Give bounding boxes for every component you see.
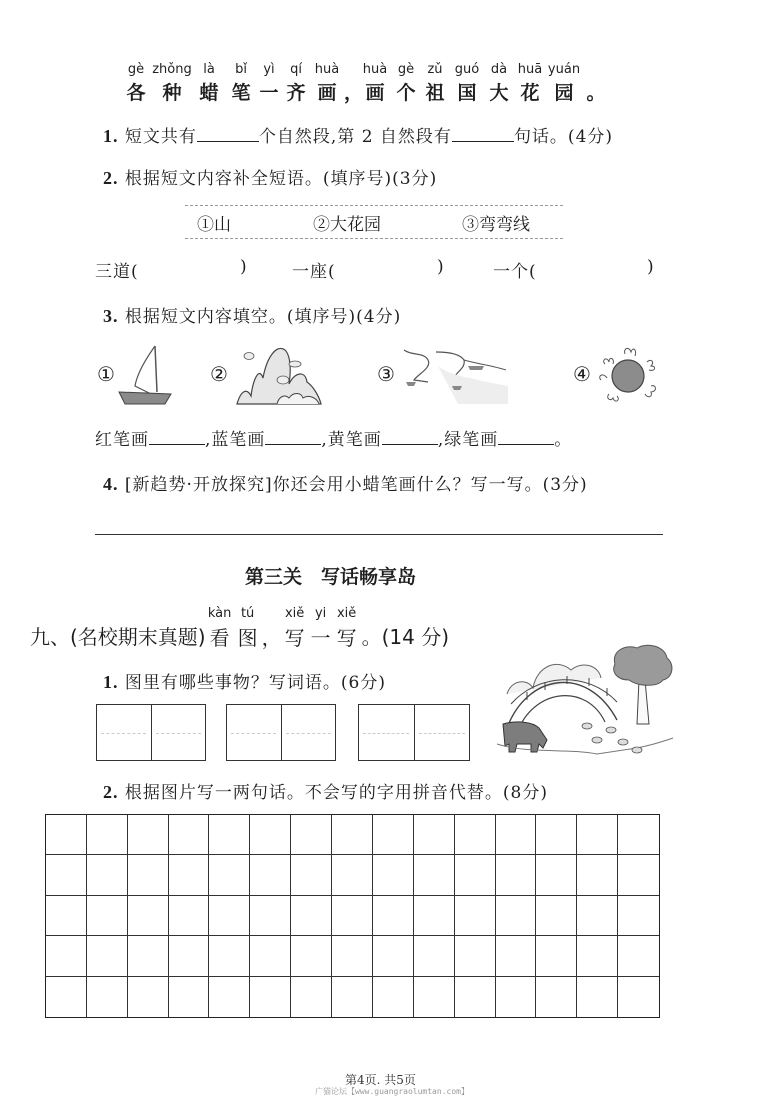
pinyin-hanzi-pair <box>206 606 234 651</box>
color-fill-line <box>95 425 572 450</box>
word-box-3[interactable] <box>358 704 470 761</box>
grid-cell[interactable] <box>291 977 332 1017</box>
word-bank <box>185 205 563 239</box>
grid-cell[interactable] <box>455 896 496 936</box>
grid-cell[interactable] <box>414 896 455 936</box>
pinyin-hanzi-pair <box>420 62 450 105</box>
question-suffix: 。(14 分) <box>361 625 450 649</box>
grid-cell[interactable] <box>496 896 537 936</box>
page-number: 第4页. 共5页 <box>345 1073 416 1087</box>
grid-cell[interactable] <box>455 936 496 976</box>
question-text: 句话。(4分) <box>513 127 614 147</box>
grid-cell[interactable] <box>128 855 169 895</box>
grid-cell[interactable] <box>209 896 250 936</box>
picture-marker: ① <box>97 362 116 386</box>
grid-cell[interactable] <box>87 896 128 936</box>
hanzi: 一 <box>310 626 331 650</box>
pinyin: xiě <box>336 606 357 621</box>
hanzi: 国 <box>457 82 477 104</box>
grid-cell[interactable] <box>577 936 618 976</box>
pinyin: yì <box>263 62 275 77</box>
pinyin: gè <box>397 62 415 77</box>
writing-grid[interactable] <box>45 814 660 1018</box>
grid-cell[interactable] <box>618 936 659 976</box>
pinyin: zhǒng <box>152 62 192 77</box>
grid-cell[interactable] <box>46 936 87 976</box>
pinyin: huà <box>314 62 340 77</box>
answer-line[interactable] <box>95 533 663 535</box>
grid-cell[interactable] <box>618 855 659 895</box>
grid-cell[interactable] <box>291 855 332 895</box>
answer-blank[interactable] <box>382 426 438 445</box>
grid-cell[interactable] <box>577 977 618 1017</box>
hanzi: 花 <box>520 82 540 104</box>
answer-slot[interactable] <box>347 257 432 279</box>
pinyin-hanzi-pair <box>226 62 256 105</box>
fill-label: ,蓝笔画 <box>205 430 266 450</box>
bridge-scene-icon <box>487 644 677 764</box>
pinyin-hanzi-pair <box>192 62 226 105</box>
sailboat-icon <box>115 342 175 408</box>
hanzi: 写 <box>336 626 357 650</box>
picture-row <box>95 340 675 412</box>
grid-cell[interactable] <box>250 977 291 1017</box>
grid-cell[interactable] <box>209 815 250 855</box>
pinyin: xiě <box>284 606 305 621</box>
word-bank-item: ②大花园 <box>313 214 381 235</box>
pinyin-hanzi-pair <box>282 62 310 105</box>
grid-cell[interactable] <box>209 977 250 1017</box>
pinyin-hanzi-pair <box>256 62 282 105</box>
grid-cell[interactable] <box>373 936 414 976</box>
question-text: 根据短文内容补全短语。(填序号)(3分) <box>124 169 438 189</box>
grid-cell[interactable] <box>128 896 169 936</box>
mountains-icon <box>233 342 323 408</box>
pinyin-hanzi-pair <box>120 62 152 105</box>
grid-cell[interactable] <box>209 855 250 895</box>
pinyin: là <box>203 62 215 77</box>
question-number: 1. <box>103 126 119 146</box>
grid-cell[interactable] <box>291 815 332 855</box>
hanzi: 看 <box>209 626 230 650</box>
grid-cell[interactable] <box>332 815 373 855</box>
grid-cell[interactable] <box>496 855 537 895</box>
question-text: 个自然段,第 2 自然段有 <box>258 127 452 147</box>
hanzi: 各 <box>126 82 146 104</box>
picture-marker: ③ <box>377 362 396 386</box>
question-2 <box>103 164 437 189</box>
river-icon <box>398 346 513 406</box>
grid-cell[interactable] <box>87 936 128 976</box>
hanzi: 祖 <box>425 82 445 104</box>
pinyin-hanzi-pair <box>332 606 362 651</box>
grid-cell[interactable] <box>618 977 659 1017</box>
grid-cell[interactable] <box>536 896 577 936</box>
question-text: 短文共有 <box>124 127 197 147</box>
grid-cell[interactable] <box>250 815 291 855</box>
hanzi: 园 <box>554 82 574 104</box>
pinyin: bǐ <box>235 62 247 77</box>
fill-label: 。 <box>554 430 573 450</box>
grid-cell[interactable] <box>577 896 618 936</box>
hanzi: 蜡 <box>199 82 219 104</box>
question-prefix: 九、(名校期末真题) <box>30 625 206 649</box>
pinyin <box>582 62 610 78</box>
question-9-2 <box>103 778 548 803</box>
answer-blank[interactable] <box>149 426 205 445</box>
question-3 <box>103 302 401 327</box>
grid-cell[interactable] <box>87 977 128 1017</box>
pinyin-hanzi-pair <box>262 606 280 651</box>
question-9-heading <box>30 606 449 651</box>
grid-cell[interactable] <box>455 977 496 1017</box>
poem-line <box>120 62 610 105</box>
phrase-label: 一座( <box>292 262 336 282</box>
fill-label: ,黄笔画 <box>321 430 382 450</box>
grid-cell[interactable] <box>169 977 210 1017</box>
grid-cell[interactable] <box>455 855 496 895</box>
hanzi: 种 <box>162 82 182 104</box>
grid-cell[interactable] <box>414 936 455 976</box>
picture-marker: ② <box>210 362 229 386</box>
question-text: [新趋势·开放探究]你还会用小蜡笔画什么？写一写。(3分) <box>124 475 588 495</box>
grid-cell[interactable] <box>250 896 291 936</box>
phrase-label: 三道( <box>95 262 139 282</box>
pinyin: gè <box>127 62 145 77</box>
pinyin: zǔ <box>427 62 443 77</box>
grid-cell[interactable] <box>536 936 577 976</box>
hanzi: 画 <box>317 82 337 104</box>
pinyin <box>344 62 358 78</box>
grid-cell[interactable] <box>373 977 414 1017</box>
word-bank-item: ①山 <box>197 214 231 235</box>
pinyin: yi <box>314 606 327 621</box>
phrase-label: 一个( <box>493 262 537 282</box>
question-4 <box>103 470 588 495</box>
answer-slot[interactable] <box>550 257 640 279</box>
hanzi: 写 <box>284 626 305 650</box>
pinyin: guó <box>454 62 480 77</box>
grid-cell[interactable] <box>373 896 414 936</box>
question-number: 2. <box>103 168 119 188</box>
grid-cell[interactable] <box>128 815 169 855</box>
grid-cell[interactable] <box>169 936 210 976</box>
fill-label: 红笔画 <box>95 430 149 450</box>
grid-cell[interactable] <box>455 815 496 855</box>
question-number: 2. <box>103 782 119 802</box>
pinyin: huà <box>362 62 388 77</box>
fill-label: ,绿笔画 <box>437 430 499 450</box>
grid-cell[interactable] <box>618 815 659 855</box>
grid-cell[interactable] <box>128 977 169 1017</box>
grid-cell[interactable] <box>291 936 332 976</box>
question-text: 根据短文内容填空。(填序号)(4分) <box>124 307 402 327</box>
question-text: 根据图片写一两句话。不会写的字用拼音代替。(8分) <box>124 783 548 803</box>
pinyin: qí <box>290 62 302 77</box>
question-text: 图里有哪些事物？写词语。(6分) <box>124 673 386 693</box>
hanzi: 笔 <box>231 82 251 104</box>
watermark: 广猫论坛【www.guangraolumtan.com】 <box>315 1087 469 1096</box>
question-number: 4. <box>103 474 119 494</box>
pinyin: yuán <box>547 62 581 77</box>
pinyin: kàn <box>207 606 232 621</box>
question-9-1 <box>103 668 386 693</box>
grid-cell[interactable] <box>169 815 210 855</box>
hanzi: 大 <box>489 82 509 104</box>
answer-slot[interactable] <box>150 257 235 279</box>
question-number: 3. <box>103 306 119 326</box>
grid-cell[interactable] <box>291 896 332 936</box>
hanzi: 画 <box>365 82 385 104</box>
grid-cell[interactable] <box>618 896 659 936</box>
pinyin-hanzi-pair <box>280 606 310 651</box>
grid-cell[interactable] <box>250 936 291 976</box>
pinyin-hanzi-pair <box>344 62 364 105</box>
grid-cell[interactable] <box>414 815 455 855</box>
grid-cell[interactable] <box>496 936 537 976</box>
grid-cell[interactable] <box>536 855 577 895</box>
grid-cell[interactable] <box>46 977 87 1017</box>
phrase-close: ) <box>437 257 445 277</box>
pinyin-hanzi-pair <box>546 62 582 105</box>
hanzi: 。 <box>586 82 606 104</box>
phrase-close: ) <box>240 257 248 277</box>
pinyin-hanzi-pair <box>392 62 420 105</box>
answer-blank[interactable] <box>197 123 259 142</box>
section-title: 第三关 写话畅享岛 <box>245 566 417 588</box>
pinyin-hanzi-pair <box>310 606 332 651</box>
pinyin: dà <box>490 62 508 77</box>
pinyin-hanzi-pair <box>484 62 514 105</box>
hanzi: ， <box>261 626 282 650</box>
answer-blank[interactable] <box>452 123 514 142</box>
grid-cell[interactable] <box>332 977 373 1017</box>
grid-cell[interactable] <box>332 855 373 895</box>
pinyin-hanzi-pair <box>582 62 610 105</box>
grid-cell[interactable] <box>577 815 618 855</box>
grid-cell[interactable] <box>373 815 414 855</box>
hanzi: 齐 <box>286 82 306 104</box>
pinyin: huā <box>517 62 543 77</box>
pinyin: tú <box>240 606 255 621</box>
pinyin <box>262 606 280 622</box>
word-bank-item: ③弯弯线 <box>462 214 530 235</box>
answer-blank[interactable] <box>265 426 321 445</box>
grid-cell[interactable] <box>496 815 537 855</box>
grid-cell[interactable] <box>414 855 455 895</box>
question-number: 1. <box>103 672 119 692</box>
pinyin-hanzi-pair <box>358 62 392 105</box>
sun-icon <box>595 342 661 408</box>
hanzi: 个 <box>396 82 416 104</box>
pinyin-hanzi-pair <box>234 606 262 651</box>
pinyin-hanzi-pair <box>310 62 344 105</box>
grid-cell[interactable] <box>87 855 128 895</box>
grid-cell[interactable] <box>373 855 414 895</box>
grid-cell[interactable] <box>496 977 537 1017</box>
grid-cell[interactable] <box>250 855 291 895</box>
grid-cell[interactable] <box>46 855 87 895</box>
grid-cell[interactable] <box>87 815 128 855</box>
word-box-1[interactable] <box>96 704 206 761</box>
grid-cell[interactable] <box>209 936 250 976</box>
grid-cell[interactable] <box>414 977 455 1017</box>
picture-marker: ④ <box>573 362 592 386</box>
phrase-close: ) <box>647 257 655 277</box>
grid-cell[interactable] <box>536 815 577 855</box>
phrase-row <box>95 257 675 281</box>
grid-cell[interactable] <box>46 815 87 855</box>
grid-cell[interactable] <box>332 936 373 976</box>
pinyin-hanzi-pair <box>152 62 192 105</box>
pinyin-hanzi-pair <box>514 62 546 105</box>
hanzi: 一 <box>259 82 279 104</box>
grid-cell[interactable] <box>536 977 577 1017</box>
grid-cell[interactable] <box>332 896 373 936</box>
pinyin-hanzi-pair <box>450 62 484 105</box>
hanzi: 图 <box>237 626 258 650</box>
grid-cell[interactable] <box>577 855 618 895</box>
hanzi: ， <box>344 82 364 104</box>
word-box-2[interactable] <box>226 704 336 761</box>
grid-cell[interactable] <box>46 896 87 936</box>
grid-cell[interactable] <box>169 855 210 895</box>
grid-cell[interactable] <box>169 896 210 936</box>
question-1 <box>103 122 613 147</box>
grid-cell[interactable] <box>128 936 169 976</box>
answer-blank[interactable] <box>498 426 554 445</box>
